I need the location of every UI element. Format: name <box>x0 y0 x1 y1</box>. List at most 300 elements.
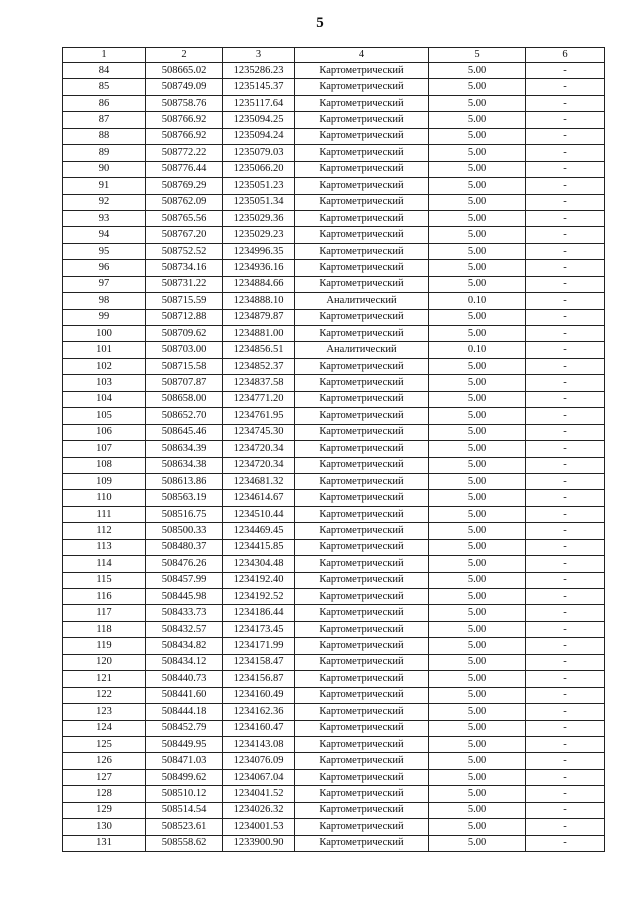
x-coordinate-cell: 508652.70 <box>146 408 223 424</box>
y-coordinate-cell: 1234186.44 <box>223 605 295 621</box>
y-coordinate-cell: 1234469.45 <box>223 523 295 539</box>
table-row <box>63 589 605 605</box>
x-coordinate-cell: 508480.37 <box>146 539 223 555</box>
column-header: 3 <box>223 48 295 63</box>
point-number-cell: 127 <box>63 769 146 785</box>
coordinates-table <box>62 47 605 852</box>
table-row <box>63 145 605 161</box>
description-cell: - <box>526 326 605 342</box>
y-coordinate-cell: 1234158.47 <box>223 654 295 670</box>
x-coordinate-cell: 508709.62 <box>146 326 223 342</box>
method-cell: Картометрический <box>295 835 429 851</box>
method-cell: Картометрический <box>295 687 429 703</box>
description-cell: - <box>526 293 605 309</box>
x-coordinate-cell: 508769.29 <box>146 178 223 194</box>
method-cell: Картометрический <box>295 539 429 555</box>
point-number-cell: 109 <box>63 473 146 489</box>
description-cell: - <box>526 227 605 243</box>
point-number-cell: 118 <box>63 621 146 637</box>
table-row <box>63 63 605 79</box>
y-coordinate-cell: 1234067.04 <box>223 769 295 785</box>
y-coordinate-cell: 1234884.66 <box>223 276 295 292</box>
x-coordinate-cell: 508707.87 <box>146 375 223 391</box>
y-coordinate-cell: 1234001.53 <box>223 819 295 835</box>
accuracy-cell: 5.00 <box>429 736 526 752</box>
y-coordinate-cell: 1234720.34 <box>223 457 295 473</box>
accuracy-cell: 5.00 <box>429 210 526 226</box>
table-row <box>63 79 605 95</box>
accuracy-cell: 5.00 <box>429 802 526 818</box>
x-coordinate-cell: 508752.52 <box>146 243 223 259</box>
point-number-cell: 113 <box>63 539 146 555</box>
point-number-cell: 85 <box>63 79 146 95</box>
description-cell: - <box>526 720 605 736</box>
table-row <box>63 621 605 637</box>
accuracy-cell: 5.00 <box>429 753 526 769</box>
method-cell: Картометрический <box>295 473 429 489</box>
description-cell: - <box>526 835 605 851</box>
y-coordinate-cell: 1234156.87 <box>223 671 295 687</box>
point-number-cell: 128 <box>63 786 146 802</box>
description-cell: - <box>526 457 605 473</box>
description-cell: - <box>526 63 605 79</box>
y-coordinate-cell: 1234614.67 <box>223 490 295 506</box>
description-cell: - <box>526 736 605 752</box>
method-cell: Картометрический <box>295 79 429 95</box>
x-coordinate-cell: 508766.92 <box>146 112 223 128</box>
x-coordinate-cell: 508634.39 <box>146 441 223 457</box>
y-coordinate-cell: 1234076.09 <box>223 753 295 769</box>
x-coordinate-cell: 508715.59 <box>146 293 223 309</box>
accuracy-cell: 5.00 <box>429 227 526 243</box>
x-coordinate-cell: 508499.62 <box>146 769 223 785</box>
y-coordinate-cell: 1235117.64 <box>223 95 295 111</box>
x-coordinate-cell: 508457.99 <box>146 572 223 588</box>
accuracy-cell: 5.00 <box>429 276 526 292</box>
x-coordinate-cell: 508514.54 <box>146 802 223 818</box>
table-row <box>63 227 605 243</box>
y-coordinate-cell: 1234936.16 <box>223 260 295 276</box>
accuracy-cell: 5.00 <box>429 243 526 259</box>
accuracy-cell: 5.00 <box>429 704 526 720</box>
column-header: 6 <box>526 48 605 63</box>
y-coordinate-cell: 1234192.40 <box>223 572 295 588</box>
point-number-cell: 108 <box>63 457 146 473</box>
method-cell: Картометрический <box>295 375 429 391</box>
accuracy-cell: 5.00 <box>429 441 526 457</box>
y-coordinate-cell: 1234879.87 <box>223 309 295 325</box>
description-cell: - <box>526 819 605 835</box>
x-coordinate-cell: 508734.16 <box>146 260 223 276</box>
x-coordinate-cell: 508613.86 <box>146 473 223 489</box>
x-coordinate-cell: 508500.33 <box>146 523 223 539</box>
y-coordinate-cell: 1234173.45 <box>223 621 295 637</box>
accuracy-cell: 5.00 <box>429 358 526 374</box>
method-cell: Картометрический <box>295 786 429 802</box>
point-number-cell: 90 <box>63 161 146 177</box>
point-number-cell: 123 <box>63 704 146 720</box>
method-cell: Картометрический <box>295 457 429 473</box>
x-coordinate-cell: 508445.98 <box>146 589 223 605</box>
table-row <box>63 654 605 670</box>
accuracy-cell: 5.00 <box>429 424 526 440</box>
point-number-cell: 120 <box>63 654 146 670</box>
method-cell: Картометрический <box>295 638 429 654</box>
point-number-cell: 119 <box>63 638 146 654</box>
accuracy-cell: 5.00 <box>429 490 526 506</box>
method-cell: Картометрический <box>295 556 429 572</box>
description-cell: - <box>526 556 605 572</box>
description-cell: - <box>526 441 605 457</box>
x-coordinate-cell: 508433.73 <box>146 605 223 621</box>
table-row <box>63 391 605 407</box>
description-cell: - <box>526 375 605 391</box>
method-cell: Картометрический <box>295 309 429 325</box>
point-number-cell: 130 <box>63 819 146 835</box>
x-coordinate-cell: 508762.09 <box>146 194 223 210</box>
table-row <box>63 819 605 835</box>
y-coordinate-cell: 1235051.23 <box>223 178 295 194</box>
point-number-cell: 110 <box>63 490 146 506</box>
accuracy-cell: 5.00 <box>429 572 526 588</box>
point-number-cell: 101 <box>63 342 146 358</box>
table-row <box>63 424 605 440</box>
x-coordinate-cell: 508441.60 <box>146 687 223 703</box>
column-header: 2 <box>146 48 223 63</box>
table-row <box>63 736 605 752</box>
point-number-cell: 96 <box>63 260 146 276</box>
point-number-cell: 115 <box>63 572 146 588</box>
accuracy-cell: 5.00 <box>429 769 526 785</box>
accuracy-cell: 5.00 <box>429 473 526 489</box>
point-number-cell: 97 <box>63 276 146 292</box>
accuracy-cell: 5.00 <box>429 112 526 128</box>
x-coordinate-cell: 508510.12 <box>146 786 223 802</box>
method-cell: Картометрический <box>295 161 429 177</box>
y-coordinate-cell: 1234996.35 <box>223 243 295 259</box>
page-number: 5 <box>316 15 324 31</box>
y-coordinate-cell: 1234761.95 <box>223 408 295 424</box>
y-coordinate-cell: 1235145.37 <box>223 79 295 95</box>
method-cell: Картометрический <box>295 260 429 276</box>
method-cell: Картометрический <box>295 654 429 670</box>
method-cell: Картометрический <box>295 441 429 457</box>
point-number-cell: 91 <box>63 178 146 194</box>
description-cell: - <box>526 260 605 276</box>
point-number-cell: 99 <box>63 309 146 325</box>
table-row <box>63 309 605 325</box>
x-coordinate-cell: 508715.58 <box>146 358 223 374</box>
point-number-cell: 92 <box>63 194 146 210</box>
table-row <box>63 523 605 539</box>
accuracy-cell: 5.00 <box>429 178 526 194</box>
description-cell: - <box>526 112 605 128</box>
description-cell: - <box>526 161 605 177</box>
x-coordinate-cell: 508731.22 <box>146 276 223 292</box>
table-row <box>63 210 605 226</box>
table-row <box>63 687 605 703</box>
method-cell: Картометрический <box>295 671 429 687</box>
method-cell: Картометрический <box>295 753 429 769</box>
table-row <box>63 243 605 259</box>
accuracy-cell: 5.00 <box>429 194 526 210</box>
method-cell: Картометрический <box>295 178 429 194</box>
method-cell: Картометрический <box>295 605 429 621</box>
y-coordinate-cell: 1234720.34 <box>223 441 295 457</box>
y-coordinate-cell: 1235029.36 <box>223 210 295 226</box>
method-cell: Картометрический <box>295 523 429 539</box>
method-cell: Картометрический <box>295 243 429 259</box>
accuracy-cell: 5.00 <box>429 621 526 637</box>
y-coordinate-cell: 1234415.85 <box>223 539 295 555</box>
x-coordinate-cell: 508476.26 <box>146 556 223 572</box>
method-cell: Аналитический <box>295 342 429 358</box>
y-coordinate-cell: 1235094.24 <box>223 128 295 144</box>
point-number-cell: 116 <box>63 589 146 605</box>
x-coordinate-cell: 508634.38 <box>146 457 223 473</box>
accuracy-cell: 5.00 <box>429 523 526 539</box>
y-coordinate-cell: 1234041.52 <box>223 786 295 802</box>
point-number-cell: 106 <box>63 424 146 440</box>
accuracy-cell: 5.00 <box>429 835 526 851</box>
method-cell: Картометрический <box>295 391 429 407</box>
y-coordinate-cell: 1235066.20 <box>223 161 295 177</box>
accuracy-cell: 5.00 <box>429 671 526 687</box>
y-coordinate-cell: 1235286.23 <box>223 63 295 79</box>
table-row <box>63 276 605 292</box>
point-number-cell: 121 <box>63 671 146 687</box>
column-header: 1 <box>63 48 146 63</box>
method-cell: Картометрический <box>295 194 429 210</box>
x-coordinate-cell: 508471.03 <box>146 753 223 769</box>
x-coordinate-cell: 508432.57 <box>146 621 223 637</box>
table-row <box>63 128 605 144</box>
method-cell: Картометрический <box>295 720 429 736</box>
method-cell: Картометрический <box>295 128 429 144</box>
point-number-cell: 104 <box>63 391 146 407</box>
method-cell: Картометрический <box>295 769 429 785</box>
y-coordinate-cell: 1235079.03 <box>223 145 295 161</box>
method-cell: Картометрический <box>295 424 429 440</box>
description-cell: - <box>526 523 605 539</box>
table-row <box>63 375 605 391</box>
x-coordinate-cell: 508703.00 <box>146 342 223 358</box>
point-number-cell: 89 <box>63 145 146 161</box>
description-cell: - <box>526 654 605 670</box>
description-cell: - <box>526 309 605 325</box>
y-coordinate-cell: 1234771.20 <box>223 391 295 407</box>
accuracy-cell: 5.00 <box>429 786 526 802</box>
point-number-cell: 102 <box>63 358 146 374</box>
method-cell: Картометрический <box>295 227 429 243</box>
description-cell: - <box>526 687 605 703</box>
y-coordinate-cell: 1234852.37 <box>223 358 295 374</box>
point-number-cell: 111 <box>63 506 146 522</box>
x-coordinate-cell: 508772.22 <box>146 145 223 161</box>
description-cell: - <box>526 802 605 818</box>
description-cell: - <box>526 786 605 802</box>
point-number-cell: 98 <box>63 293 146 309</box>
y-coordinate-cell: 1234160.49 <box>223 687 295 703</box>
y-coordinate-cell: 1234026.32 <box>223 802 295 818</box>
description-cell: - <box>526 178 605 194</box>
y-coordinate-cell: 1234681.32 <box>223 473 295 489</box>
table-row <box>63 408 605 424</box>
column-header: 4 <box>295 48 429 63</box>
table-row <box>63 835 605 851</box>
x-coordinate-cell: 508658.00 <box>146 391 223 407</box>
description-cell: - <box>526 358 605 374</box>
description-cell: - <box>526 424 605 440</box>
accuracy-cell: 5.00 <box>429 161 526 177</box>
y-coordinate-cell: 1234192.52 <box>223 589 295 605</box>
accuracy-cell: 0.10 <box>429 342 526 358</box>
table-row <box>63 753 605 769</box>
accuracy-cell: 5.00 <box>429 457 526 473</box>
description-cell: - <box>526 473 605 489</box>
x-coordinate-cell: 508766.92 <box>146 128 223 144</box>
y-coordinate-cell: 1234171.99 <box>223 638 295 654</box>
table-row <box>63 326 605 342</box>
table-row <box>63 720 605 736</box>
description-cell: - <box>526 506 605 522</box>
method-cell: Аналитический <box>295 293 429 309</box>
point-number-cell: 117 <box>63 605 146 621</box>
method-cell: Картометрический <box>295 589 429 605</box>
point-number-cell: 93 <box>63 210 146 226</box>
point-number-cell: 86 <box>63 95 146 111</box>
table-row <box>63 490 605 506</box>
table-row <box>63 161 605 177</box>
point-number-cell: 125 <box>63 736 146 752</box>
x-coordinate-cell: 508452.79 <box>146 720 223 736</box>
x-coordinate-cell: 508776.44 <box>146 161 223 177</box>
x-coordinate-cell: 508434.82 <box>146 638 223 654</box>
x-coordinate-cell: 508712.88 <box>146 309 223 325</box>
accuracy-cell: 5.00 <box>429 145 526 161</box>
accuracy-cell: 5.00 <box>429 326 526 342</box>
method-cell: Картометрический <box>295 276 429 292</box>
table-row <box>63 802 605 818</box>
accuracy-cell: 0.10 <box>429 293 526 309</box>
accuracy-cell: 5.00 <box>429 687 526 703</box>
table-header-row <box>63 48 605 63</box>
point-number-cell: 88 <box>63 128 146 144</box>
table-row <box>63 178 605 194</box>
table-row <box>63 556 605 572</box>
table-body <box>63 63 605 852</box>
table-row <box>63 605 605 621</box>
point-number-cell: 105 <box>63 408 146 424</box>
table-row <box>63 194 605 210</box>
point-number-cell: 94 <box>63 227 146 243</box>
accuracy-cell: 5.00 <box>429 819 526 835</box>
y-coordinate-cell: 1233900.90 <box>223 835 295 851</box>
method-cell: Картометрический <box>295 95 429 111</box>
point-number-cell: 107 <box>63 441 146 457</box>
description-cell: - <box>526 145 605 161</box>
point-number-cell: 84 <box>63 63 146 79</box>
x-coordinate-cell: 508765.56 <box>146 210 223 226</box>
description-cell: - <box>526 408 605 424</box>
point-number-cell: 103 <box>63 375 146 391</box>
x-coordinate-cell: 508558.62 <box>146 835 223 851</box>
method-cell: Картометрический <box>295 506 429 522</box>
table-row <box>63 95 605 111</box>
table-row <box>63 260 605 276</box>
method-cell: Картометрический <box>295 802 429 818</box>
table-row <box>63 342 605 358</box>
accuracy-cell: 5.00 <box>429 408 526 424</box>
point-number-cell: 114 <box>63 556 146 572</box>
description-cell: - <box>526 391 605 407</box>
accuracy-cell: 5.00 <box>429 720 526 736</box>
method-cell: Картометрический <box>295 736 429 752</box>
accuracy-cell: 5.00 <box>429 128 526 144</box>
accuracy-cell: 5.00 <box>429 79 526 95</box>
x-coordinate-cell: 508449.95 <box>146 736 223 752</box>
description-cell: - <box>526 276 605 292</box>
x-coordinate-cell: 508516.75 <box>146 506 223 522</box>
method-cell: Картометрический <box>295 210 429 226</box>
table-row <box>63 441 605 457</box>
x-coordinate-cell: 508434.12 <box>146 654 223 670</box>
method-cell: Картометрический <box>295 819 429 835</box>
point-number-cell: 131 <box>63 835 146 851</box>
table-row <box>63 473 605 489</box>
method-cell: Картометрический <box>295 145 429 161</box>
y-coordinate-cell: 1234510.44 <box>223 506 295 522</box>
accuracy-cell: 5.00 <box>429 638 526 654</box>
description-cell: - <box>526 621 605 637</box>
accuracy-cell: 5.00 <box>429 605 526 621</box>
y-coordinate-cell: 1235029.23 <box>223 227 295 243</box>
y-coordinate-cell: 1234881.00 <box>223 326 295 342</box>
accuracy-cell: 5.00 <box>429 260 526 276</box>
table-row <box>63 457 605 473</box>
y-coordinate-cell: 1234162.36 <box>223 704 295 720</box>
x-coordinate-cell: 508444.18 <box>146 704 223 720</box>
x-coordinate-cell: 508523.61 <box>146 819 223 835</box>
description-cell: - <box>526 572 605 588</box>
accuracy-cell: 5.00 <box>429 654 526 670</box>
description-cell: - <box>526 95 605 111</box>
point-number-cell: 122 <box>63 687 146 703</box>
x-coordinate-cell: 508563.19 <box>146 490 223 506</box>
x-coordinate-cell: 508767.20 <box>146 227 223 243</box>
point-number-cell: 100 <box>63 326 146 342</box>
description-cell: - <box>526 704 605 720</box>
x-coordinate-cell: 508758.76 <box>146 95 223 111</box>
method-cell: Картометрический <box>295 408 429 424</box>
y-coordinate-cell: 1234888.10 <box>223 293 295 309</box>
accuracy-cell: 5.00 <box>429 539 526 555</box>
description-cell: - <box>526 589 605 605</box>
accuracy-cell: 5.00 <box>429 589 526 605</box>
accuracy-cell: 5.00 <box>429 391 526 407</box>
point-number-cell: 126 <box>63 753 146 769</box>
y-coordinate-cell: 1234160.47 <box>223 720 295 736</box>
accuracy-cell: 5.00 <box>429 556 526 572</box>
y-coordinate-cell: 1234745.30 <box>223 424 295 440</box>
y-coordinate-cell: 1234143.08 <box>223 736 295 752</box>
method-cell: Картометрический <box>295 621 429 637</box>
x-coordinate-cell: 508440.73 <box>146 671 223 687</box>
y-coordinate-cell: 1235094.25 <box>223 112 295 128</box>
description-cell: - <box>526 539 605 555</box>
y-coordinate-cell: 1235051.34 <box>223 194 295 210</box>
table-row <box>63 293 605 309</box>
